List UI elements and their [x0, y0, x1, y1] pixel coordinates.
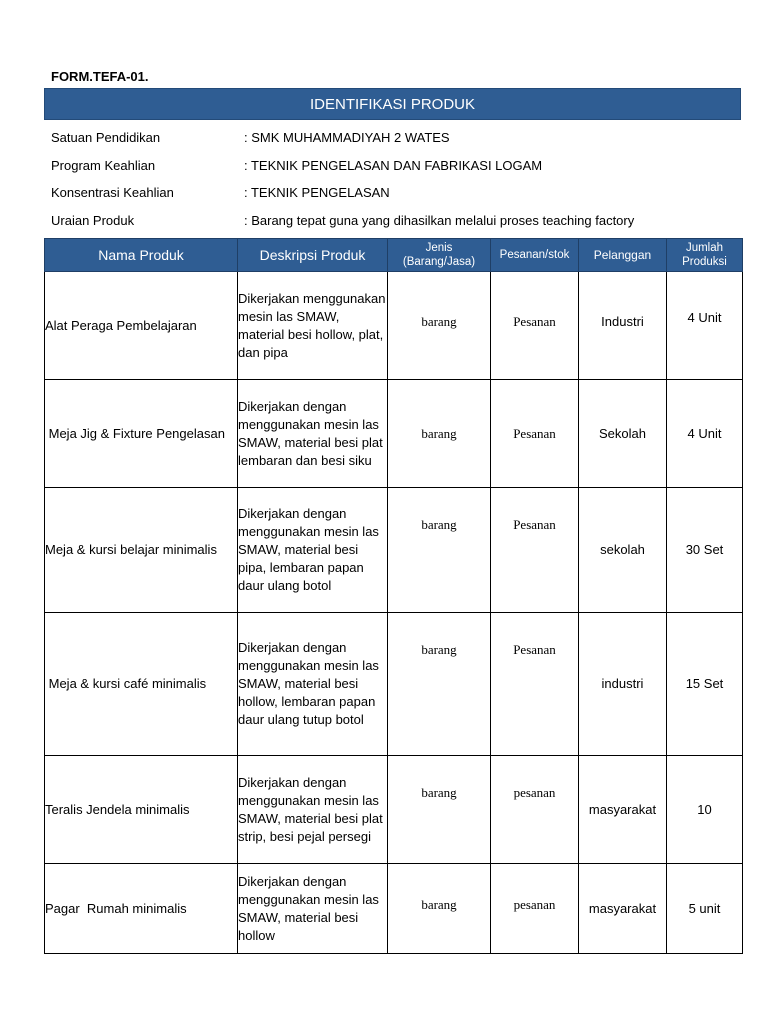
- cell-jumlah: 10: [667, 756, 743, 864]
- info-row-uraian-produk: [51, 207, 741, 235]
- header-jenis: [388, 239, 491, 272]
- info-value: : SMK MUHAMMADIYAH 2 WATES: [244, 130, 450, 146]
- cell-deskripsi: Dikerjakan dengan menggunakan mesin las SMAW, material besi hollow: [238, 864, 388, 954]
- info-row-program-keahlian: [51, 152, 741, 180]
- identity-info: [51, 124, 741, 234]
- cell-jenis-text: barang: [421, 896, 457, 912]
- cell-jenis: [388, 864, 491, 954]
- cell-pesanan: [491, 272, 579, 380]
- table-row: [45, 864, 743, 954]
- info-label: Uraian Produk: [51, 212, 135, 228]
- cell-deskripsi: Dikerjakan dengan menggunakan mesin las SMAW, material besi plat lembaran dan besi siku: [238, 380, 388, 488]
- cell-jenis: [388, 272, 491, 380]
- cell-jumlah: 15 Set: [667, 613, 743, 756]
- cell-jenis-text: barang: [421, 313, 457, 329]
- info-value: : Barang tepat guna yang dihasilkan melalui proses teaching factory: [244, 212, 635, 228]
- info-label: Konsentrasi Keahlian: [51, 185, 174, 201]
- info-row-konsentrasi-keahlian: [51, 179, 741, 207]
- cell-pelanggan: masyarakat: [579, 756, 667, 864]
- cell-jenis: barang: [388, 756, 491, 864]
- info-label: Satuan Pendidikan: [51, 130, 161, 146]
- cell-pelanggan: Sekolah: [579, 380, 667, 488]
- cell-nama-produk: Meja Jig & Fixture Pengelasan: [45, 380, 238, 488]
- cell-jenis: barang: [388, 380, 491, 488]
- table-header-row: [45, 239, 743, 272]
- cell-pesanan: Pesanan: [491, 488, 579, 613]
- cell-deskripsi: Dikerjakan menggunakan mesin las SMAW, material besi hollow, plat, dan pipa: [238, 272, 388, 380]
- document-title-bar: [44, 88, 741, 120]
- table-row: [45, 488, 743, 613]
- header-jumlah-line2: Produksi: [682, 256, 727, 268]
- cell-deskripsi: Dikerjakan dengan menggunakan mesin las SMAW, material besi plat strip, besi pejal persegi: [238, 756, 388, 864]
- cell-nama-produk: Alat Peraga Pembelajaran: [45, 272, 238, 380]
- table-row: [45, 756, 743, 864]
- cell-jumlah: 30 Set: [667, 488, 743, 613]
- header-nama-produk: Nama Produk: [45, 239, 238, 272]
- header-jumlah-produksi: [667, 239, 743, 272]
- table-row: [45, 380, 743, 488]
- table-row: [45, 272, 743, 380]
- cell-pesanan-text: pesanan: [513, 896, 556, 912]
- cell-pelanggan-text: Industri: [601, 313, 644, 329]
- cell-jumlah-text: 4 Unit: [687, 309, 722, 325]
- form-code: FORM.TEFA-01.: [51, 69, 149, 84]
- cell-nama-produk: Meja & kursi belajar minimalis: [45, 488, 238, 613]
- cell-nama-produk: Meja & kursi café minimalis: [45, 613, 238, 756]
- header-jenis-line2: (Barang/Jasa): [402, 256, 476, 268]
- header-jumlah-line1: Jumlah: [685, 242, 724, 254]
- header-deskripsi-produk: Deskripsi Produk: [238, 239, 388, 272]
- document-title: IDENTIFIKASI PRODUK: [309, 95, 476, 113]
- cell-nama-produk: Pagar Rumah minimalis: [45, 864, 238, 954]
- cell-pelanggan: [579, 272, 667, 380]
- cell-jumlah: [667, 272, 743, 380]
- cell-deskripsi: Dikerjakan dengan menggunakan mesin las SMAW, material besi hollow, lembaran papan daur ulang tutup botol: [238, 613, 388, 756]
- info-value: : TEKNIK PENGELASAN: [244, 185, 390, 201]
- table-row: [45, 613, 743, 756]
- header-jenis-line1: Jenis: [425, 242, 453, 254]
- info-row-satuan-pendidikan: [51, 124, 741, 152]
- cell-pelanggan: masyarakat: [579, 864, 667, 954]
- cell-pelanggan: industri: [579, 613, 667, 756]
- cell-jumlah: 4 Unit: [667, 380, 743, 488]
- cell-pesanan: pesanan: [491, 756, 579, 864]
- header-pesanan-stok: Pesanan/stok: [491, 239, 579, 272]
- cell-jumlah: 5 unit: [667, 864, 743, 954]
- cell-pesanan: Pesanan: [491, 380, 579, 488]
- cell-pesanan-text: Pesanan: [513, 313, 556, 329]
- info-value: : TEKNIK PENGELASAN DAN FABRIKASI LOGAM: [244, 157, 543, 173]
- info-label: Program Keahlian: [51, 157, 156, 173]
- product-table: [44, 238, 743, 954]
- cell-deskripsi: Dikerjakan dengan menggunakan mesin las SMAW, material besi pipa, lembaran papan daur ulang botol: [238, 488, 388, 613]
- cell-pesanan: Pesanan: [491, 613, 579, 756]
- cell-jenis: barang: [388, 613, 491, 756]
- cell-pelanggan: sekolah: [579, 488, 667, 613]
- cell-jenis: barang: [388, 488, 491, 613]
- header-pelanggan: Pelanggan: [579, 239, 667, 272]
- cell-pesanan: [491, 864, 579, 954]
- cell-nama-produk: Teralis Jendela minimalis: [45, 756, 238, 864]
